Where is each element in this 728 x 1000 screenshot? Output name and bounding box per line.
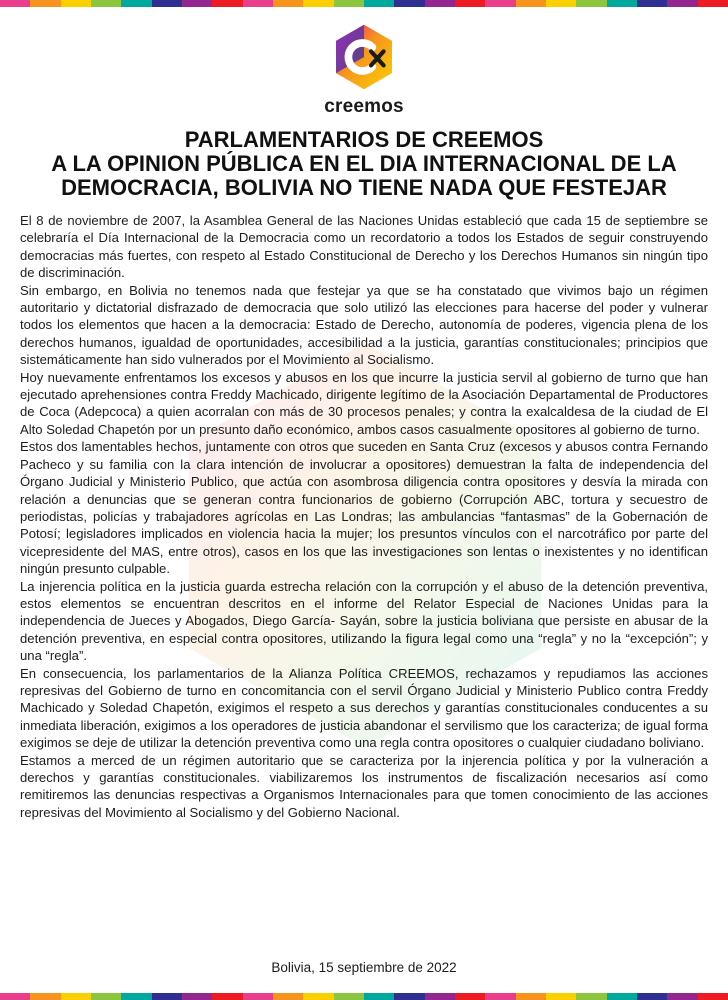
stripe-segment (667, 993, 697, 1000)
stripe-segment (698, 993, 728, 1000)
stripe-segment (455, 0, 485, 7)
title-line: DEMOCRACIA, BOLIVIA NO TIENE NADA QUE FESTEJAR (61, 175, 667, 200)
stripe-segment (607, 993, 637, 1000)
stripe-segment (152, 0, 182, 7)
stripe-segment (152, 993, 182, 1000)
stripe-segment (394, 993, 424, 1000)
stripe-segment (576, 993, 606, 1000)
stripe-segment (455, 993, 485, 1000)
paragraph: Hoy nuevamente enfrentamos los excesos y abusos en los que incurre la justicia servil al gobierno de turno que han ejecutado aprehensiones contra Freddy Machicado, dirigente legítimo de la Asociación Departamental de Productores de Coca (Adepcoca) a quien acorralan con más de 30 procesos penales; y contra la exalcaldesa de la ciudad de El Alto Soledad Chapetón por un presunto daño económico, ambos casos casualmente opositores al gobierno de turno. (20, 369, 708, 437)
paragraph: El 8 de noviembre de 2007, la Asamblea General de las Naciones Unidas estableció que cada 15 de septiembre se celebraría el Día Internacional de la Democracia como un recordatorio a todos los Estados de seguir construyendo democracias más fuertes, con respeto al Estado Constitucional de Derecho y los Derechos Humanos sin ningún tipo de discriminación. (20, 213, 708, 281)
title-line: A LA OPINION PÚBLICA EN EL DIA INTERNACIONAL DE LA (51, 151, 677, 176)
bottom-color-stripe (0, 993, 728, 1000)
paragraph: La injerencia política en la justicia guarda estrecha relación con la corrupción y el abuso de la detención preventiva, estos elementos se encuentran descritos en el informe del Relator Especial de Naciones Unidas para la independencia de Jueces y Abogados, Diego García- Sayán, sobre la justicia boliviana que persiste en abusar de la detención preventiva, en especial contra opositores, utilizando la figura legal como una “regla” y no la “excepción”; y una “regla”. (20, 578, 708, 664)
stripe-segment (485, 0, 515, 7)
statement-body (20, 212, 708, 821)
title-line: PARLAMENTARIOS DE CREEMOS (184, 127, 544, 152)
stripe-segment (364, 993, 394, 1000)
creemos-logo-icon (329, 22, 399, 92)
stripe-segment (30, 993, 60, 1000)
stripe-segment (698, 0, 728, 7)
stripe-segment (30, 0, 60, 7)
stripe-segment (182, 993, 212, 1000)
stripe-segment (576, 0, 606, 7)
stripe-segment (334, 993, 364, 1000)
top-color-stripe (0, 0, 728, 7)
stripe-segment (394, 0, 424, 7)
stripe-segment (546, 993, 576, 1000)
stripe-segment (273, 993, 303, 1000)
stripe-segment (637, 0, 667, 7)
stripe-segment (607, 0, 637, 7)
stripe-segment (516, 0, 546, 7)
page-title (14, 128, 714, 200)
stripe-segment (212, 993, 242, 1000)
stripe-segment (667, 0, 697, 7)
paragraph: Estamos a merced de un régimen autoritario que se caracteriza por la injerencia política y por la vulneración a derechos y garantías constitucionales. viabilizaremos los instrumentos de fiscalización necesarios así como remitiremos las denuncias respectivas a Organismos Internacionales para que tomen conocimiento de las acciones represivas del Movimiento al Socialismo y del Gobierno Nacional. (20, 752, 708, 820)
signoff-date: Bolivia, 15 septiembre de 2022 (271, 960, 457, 975)
stripe-segment (0, 0, 30, 7)
stripe-segment (546, 0, 576, 7)
stripe-segment (303, 993, 333, 1000)
stripe-segment (364, 0, 394, 7)
stripe-segment (637, 993, 667, 1000)
brand-logo (0, 22, 728, 118)
stripe-segment (182, 0, 212, 7)
paragraph: Sin embargo, en Bolivia no tenemos nada que festejar ya que se ha constatado que vivimos bajo un régimen autoritario y dictatorial disfrazado de democracia que solo utilizó las elecciones para hacerse del poder y vulnerar todos los elementos que hacen a la democracia: Estado de Derecho, autonomía de poderes, vigencia plena de los derechos humanos, igualdad de oportunidades, accesibilidad a la justicia, garantías constitucionales; principios que sistemáticamente han sido vulnerados por el Movimiento al Socialismo. (20, 282, 708, 368)
stripe-segment (0, 993, 30, 1000)
stripe-segment (273, 0, 303, 7)
stripe-segment (243, 0, 273, 7)
paragraph: Estos dos lamentables hechos, juntamente con otros que suceden en Santa Cruz (excesos y abusos contra Fernando Pacheco y su familia con la clara intención de involucrar a opositores) demuestran la falta de independencia del Órgano Judicial y Ministerio Publico, que actúa con asombrosa diligencia contra opositores y desvía la mirada con relación a denuncias que se generan contra funcionarios de gobierno (Corrupción ABC, tortura y secuestro de periodistas, policías y trabajadores agrícolas en Las Londras; las ambulancias “fantasmas” de la Gobernación de Potosí; legisladores implicados en violencia hacia la mujer; los presuntos vínculos con el narcotráfico por parte del vicepresidente del MAS, entre otros), casos en los que las investigaciones son lentas o inexistentes y no identifican ningún presunto culpable. (20, 439, 708, 577)
stripe-segment (425, 993, 455, 1000)
stripe-segment (243, 993, 273, 1000)
stripe-segment (91, 993, 121, 1000)
stripe-segment (516, 993, 546, 1000)
stripe-segment (212, 0, 242, 7)
stripe-segment (425, 0, 455, 7)
stripe-segment (303, 0, 333, 7)
stripe-segment (61, 0, 91, 7)
brand-name: creemos (324, 96, 404, 117)
stripe-segment (121, 0, 151, 7)
paragraph: En consecuencia, los parlamentarios de la Alianza Política CREEMOS, rechazamos y repudiamos las acciones represivas del Gobierno de turno en concomitancia con el servil Órgano Judicial y Ministerio Publico contra Freddy Machicado y Soledad Chapetón, exigimos el respeto a sus derechos y garantías constitucionales conducentes a su inmediata liberación, exigimos a los operadores de justicia abandonar el servilismo que los caracteriza; de igual forma exigimos se deje de utilizar la detención preventiva como una regla contra opositores o cualquier ciudadano boliviano. (20, 665, 708, 751)
stripe-segment (61, 993, 91, 1000)
stripe-segment (91, 0, 121, 7)
stripe-segment (485, 993, 515, 1000)
stripe-segment (121, 993, 151, 1000)
stripe-segment (334, 0, 364, 7)
